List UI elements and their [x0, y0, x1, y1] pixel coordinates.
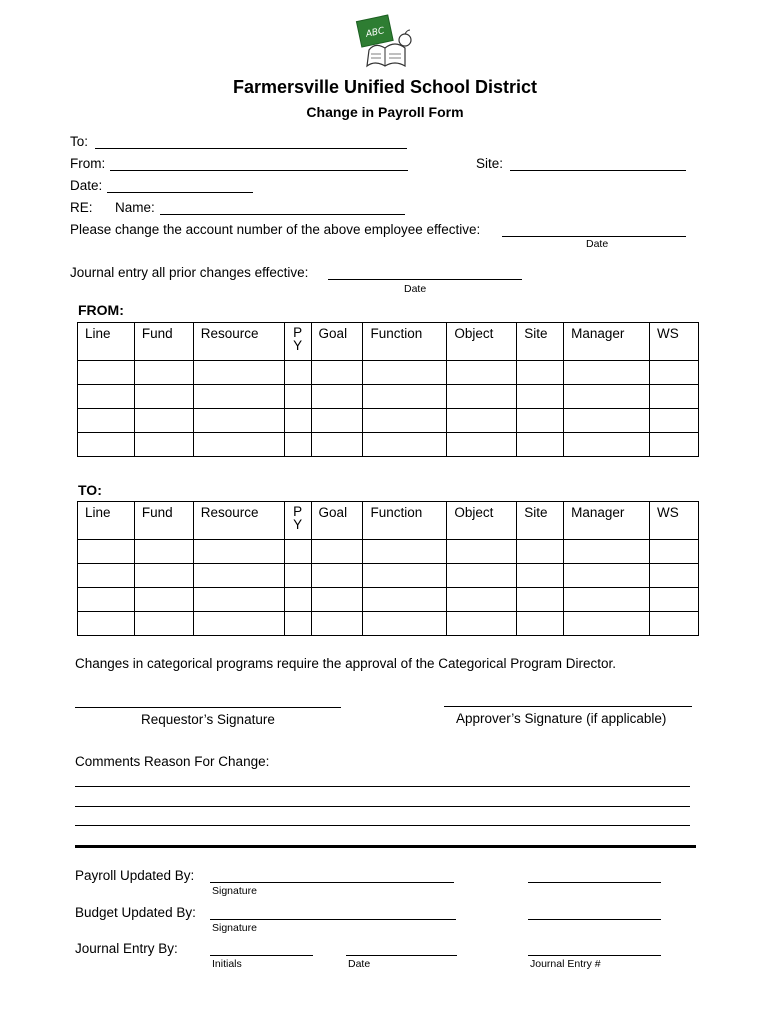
table-row[interactable] [78, 612, 699, 636]
journal-effective-line[interactable] [328, 279, 522, 280]
form-title: Change in Payroll Form [306, 104, 464, 120]
col-fund: Fund [134, 323, 193, 361]
comment-line[interactable] [75, 825, 690, 826]
journal-entry-by-label: Journal Entry By: [75, 941, 178, 956]
col-site: Site [517, 323, 564, 361]
section-divider [75, 845, 696, 848]
col-goal: Goal [311, 502, 363, 540]
col-line: Line [78, 323, 135, 361]
col-ws: WS [650, 323, 699, 361]
date-line[interactable] [107, 192, 253, 193]
col-function: Function [363, 323, 447, 361]
col-resource: Resource [193, 502, 284, 540]
site-line[interactable] [510, 170, 686, 171]
payroll-updated-label: Payroll Updated By: [75, 868, 195, 883]
table-row[interactable] [78, 564, 699, 588]
requestor-signature-line[interactable] [75, 707, 341, 708]
table-row[interactable] [78, 588, 699, 612]
comment-line[interactable] [75, 786, 690, 787]
comment-line[interactable] [75, 806, 690, 807]
district-logo [355, 10, 417, 72]
to-label: To: [70, 134, 89, 149]
date-label: Date: [70, 178, 103, 193]
col-manager: Manager [564, 502, 650, 540]
col-goal: Goal [311, 323, 363, 361]
site-label: Site: [476, 156, 504, 171]
col-resource: Resource [193, 323, 284, 361]
col-object: Object [447, 323, 517, 361]
name-label: Name: [115, 200, 155, 215]
signature-caption: Signature [212, 885, 257, 897]
budget-signature-line[interactable] [210, 919, 456, 920]
date-caption: Date [348, 958, 371, 970]
table-row[interactable] [78, 361, 699, 385]
requestor-signature-label: Requestor’s Signature [141, 712, 275, 727]
change-effective-line[interactable] [502, 236, 686, 237]
col-py: P Y [284, 502, 311, 540]
from-label: From: [70, 156, 106, 171]
from-table-label: FROM: [78, 302, 124, 318]
initials-caption: Initials [212, 958, 242, 970]
change-account-text: Please change the account number of the above employee effective: [70, 222, 481, 237]
to-table-label: TO: [78, 482, 102, 498]
col-py: P Y [284, 323, 311, 361]
signature-caption: Signature [212, 922, 257, 934]
svg-text:ABC: ABC [365, 26, 386, 40]
col-fund: Fund [134, 502, 193, 540]
col-ws: WS [650, 502, 699, 540]
budget-extra-line[interactable] [528, 919, 661, 920]
journal-entry-text: Journal entry all prior changes effective: [70, 265, 309, 280]
comments-label: Comments Reason For Change: [75, 754, 270, 769]
table-row[interactable] [78, 409, 699, 433]
table-header-row [78, 323, 699, 361]
budget-updated-label: Budget Updated By: [75, 905, 196, 920]
district-title: Farmersville Unified School District [232, 77, 538, 97]
to-line[interactable] [95, 148, 407, 149]
col-manager: Manager [564, 323, 650, 361]
date-caption: Date [586, 238, 609, 250]
table-row[interactable] [78, 433, 699, 457]
initials-line[interactable] [210, 955, 313, 956]
table-row[interactable] [78, 540, 699, 564]
col-object: Object [447, 502, 517, 540]
to-table [77, 501, 699, 636]
col-site: Site [517, 502, 564, 540]
payroll-extra-line[interactable] [528, 882, 661, 883]
payroll-signature-line[interactable] [210, 882, 454, 883]
col-function: Function [363, 502, 447, 540]
journal-date-line[interactable] [346, 955, 457, 956]
date-caption: Date [404, 283, 427, 295]
table-row[interactable] [78, 385, 699, 409]
approver-signature-label: Approver’s Signature (if applicable) [456, 711, 667, 726]
journal-number-line[interactable] [528, 955, 661, 956]
categorical-note: Changes in categorical programs require the approval of the Categorical Program Director. [75, 656, 617, 671]
table-header-row [78, 502, 699, 540]
journal-number-caption: Journal Entry # [530, 958, 601, 970]
approver-signature-line[interactable] [444, 706, 692, 707]
name-line[interactable] [160, 214, 405, 215]
from-line[interactable] [110, 170, 408, 171]
from-table [77, 322, 699, 457]
re-label: RE: [70, 200, 93, 215]
col-line: Line [78, 502, 135, 540]
